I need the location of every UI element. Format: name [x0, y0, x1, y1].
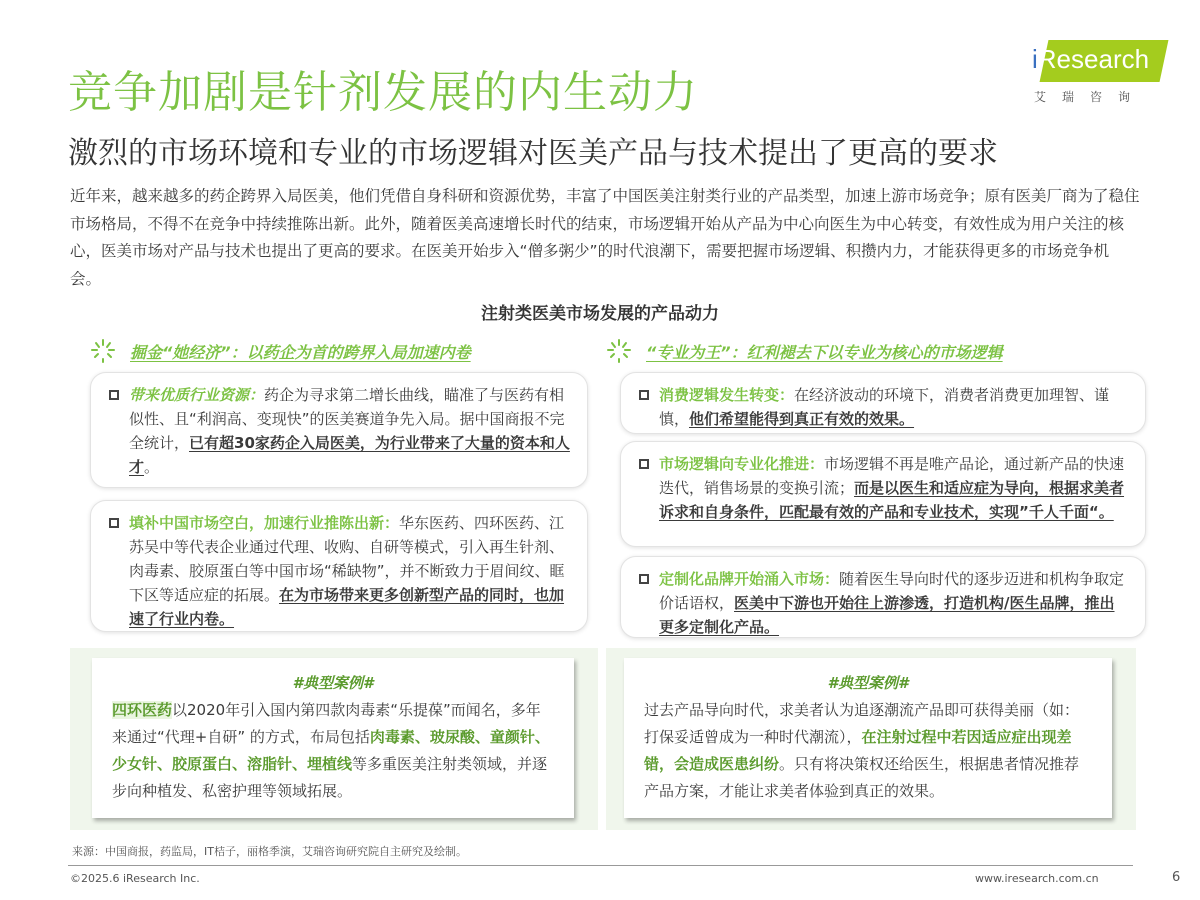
bubble-end: 。: [144, 458, 160, 476]
left-case-card: [92, 658, 574, 818]
website-link[interactable]: www.iresearch.com.cn: [975, 872, 1099, 885]
checkbox-bullet-icon: [639, 574, 649, 584]
checkbox-bullet-icon: [639, 390, 649, 400]
logo-i: i: [1032, 44, 1038, 74]
bubble-label: 市场逻辑向专业化推进：: [659, 455, 825, 473]
bubble-emphasis: 医美中下游也开始往上游渗透，打造机构/医生品牌，推出更多定制化产品。: [659, 594, 1115, 636]
bubble-emphasis: 在为市场带来更多创新型产品的同时，也加速了行业内卷。: [129, 586, 565, 628]
page-number: 6: [1172, 870, 1181, 885]
bubble-label: 消费逻辑发生转变：: [659, 386, 795, 404]
left-bubble-2: [90, 500, 588, 632]
case-highlight: 在注射过程中若因适应症出现差错，会造成医患纠纷: [644, 728, 1072, 773]
source-note: 来源：中国商报，药监局，IT桔子，丽格季演，艾瑞咨询研究院自主研究及绘制。: [72, 845, 467, 858]
right-case-card: [624, 658, 1112, 818]
logo-cn: 艾瑞咨询: [1034, 90, 1147, 104]
case-products: 肉毒素、玻尿酸、童颜针、少女针、胶原蛋白、溶脂针、埋植线: [112, 728, 550, 773]
logo-word: Research: [1037, 44, 1150, 74]
bubble-label: 填补中国市场空白，加速行业推陈出新：: [129, 514, 400, 532]
sparkle-icon: [90, 338, 116, 364]
page-title: 竞争加剧是针剂发展的内生动力: [68, 67, 698, 118]
left-heading: [90, 338, 471, 364]
bubble-text: 华东医药、四环医药、江苏吴中等代表企业通过代理、收购、自研等模式，引入再生针剂、肉毒素、胶原蛋白等中国市场“稀缺物”，并不断致力于眉间纹、眶下区等适应症的拓展。: [129, 514, 565, 604]
bubble-emphasis: 他们希望能得到真正有效的效果。: [689, 410, 915, 428]
case-text: 以2020年引入国内第四款肉毒素“乐提葆”而闻名，多年来通过“代理+自研” 的方式，布局包括: [112, 701, 541, 746]
copyright: ©2025.6 iResearch Inc.: [70, 872, 200, 885]
case-text: 过去产品导向时代，求美者认为追逐潮流产品即可获得美丽（如：打保妥适曾成为一种时代潮流），: [644, 701, 1080, 746]
page-subtitle: 激烈的市场环境和专业的市场逻辑对医美产品与技术提出了更高的要求: [68, 136, 998, 171]
case-title: #典型案例#: [827, 674, 909, 692]
iresearch-logo: [1030, 40, 1170, 110]
footer-divider: [68, 865, 1133, 866]
bubble-text: 随着医生导向时代的逐步迈进和机构争取定价话语权，: [659, 570, 1125, 612]
checkbox-bullet-icon: [109, 518, 119, 528]
right-bubble-2: [620, 441, 1146, 547]
right-bubble-3: [620, 556, 1146, 638]
left-bubble-1: [90, 372, 588, 488]
case-company: 四环医药: [112, 701, 173, 719]
bubble-label: 带来优质行业资源：: [129, 386, 265, 404]
case-text-2: 。只有将决策权还给医生，根据患者情况推荐产品方案，才能让求美者体验到真正的效果。: [644, 755, 1080, 800]
sparkle-icon: [606, 338, 632, 364]
bubble-emphasis: 而是以医生和适应症为导向，根据求美者诉求和自身条件，匹配最有效的产品和专业技术，实现”千人千面“。: [659, 479, 1125, 521]
bubble-text: 药企为寻求第二增长曲线，瞄准了与医药有相似性、且“利润高、变现快”的医美赛道争先入局。据中国商报不完全统计，: [129, 386, 565, 452]
right-heading-text: “专业为王”：红利褪去下以专业为核心的市场逻辑: [646, 342, 1003, 362]
checkbox-bullet-icon: [109, 390, 119, 400]
checkbox-bullet-icon: [639, 459, 649, 469]
left-heading-text: 掘金“她经济”：以药企为首的跨界入局加速内卷: [130, 342, 471, 362]
bubble-emphasis: 已有超30家药企入局医美，为行业带来了大量的资本和人才: [129, 434, 570, 476]
case-text-2: 等多重医美注射类领域，并逐步向种植发、私密护理等领域拓展。: [112, 755, 548, 800]
case-title: #典型案例#: [292, 674, 374, 692]
bubble-text: 在经济波动的环境下，消费者消费更加理智、谨慎，: [659, 386, 1110, 428]
section-title: 注射类医美市场发展的产品动力: [481, 304, 719, 324]
right-bubble-1: [620, 372, 1146, 434]
bubble-label: 定制化品牌开始涌入市场：: [659, 570, 840, 588]
right-heading: [606, 338, 1003, 364]
intro-paragraph: 近年来，越来越多的药企跨界入局医美，他们凭借自身科研和资源优势，丰富了中国医美注射类行业的产品类型，加速上游市场竞争；原有医美厂商为了稳住市场格局，不得不在竞争中持续推陈出新。此外，随着医美高速增长时代的结束，市场逻辑开始从产品为中心向医生为中心转变，有效性成为用户关注的核心，医美市场对产品与技术也提出了更高的要求。在医美开始步入“僧多粥少”的时代浪潮下，需要把握市场逻辑、积攒内力，才能获得更多的市场竞争机会。: [70, 187, 1140, 288]
bubble-text: 市场逻辑不再是唯产品论，通过新产品的快速迭代，销售场景的变换引流；: [659, 455, 1125, 497]
